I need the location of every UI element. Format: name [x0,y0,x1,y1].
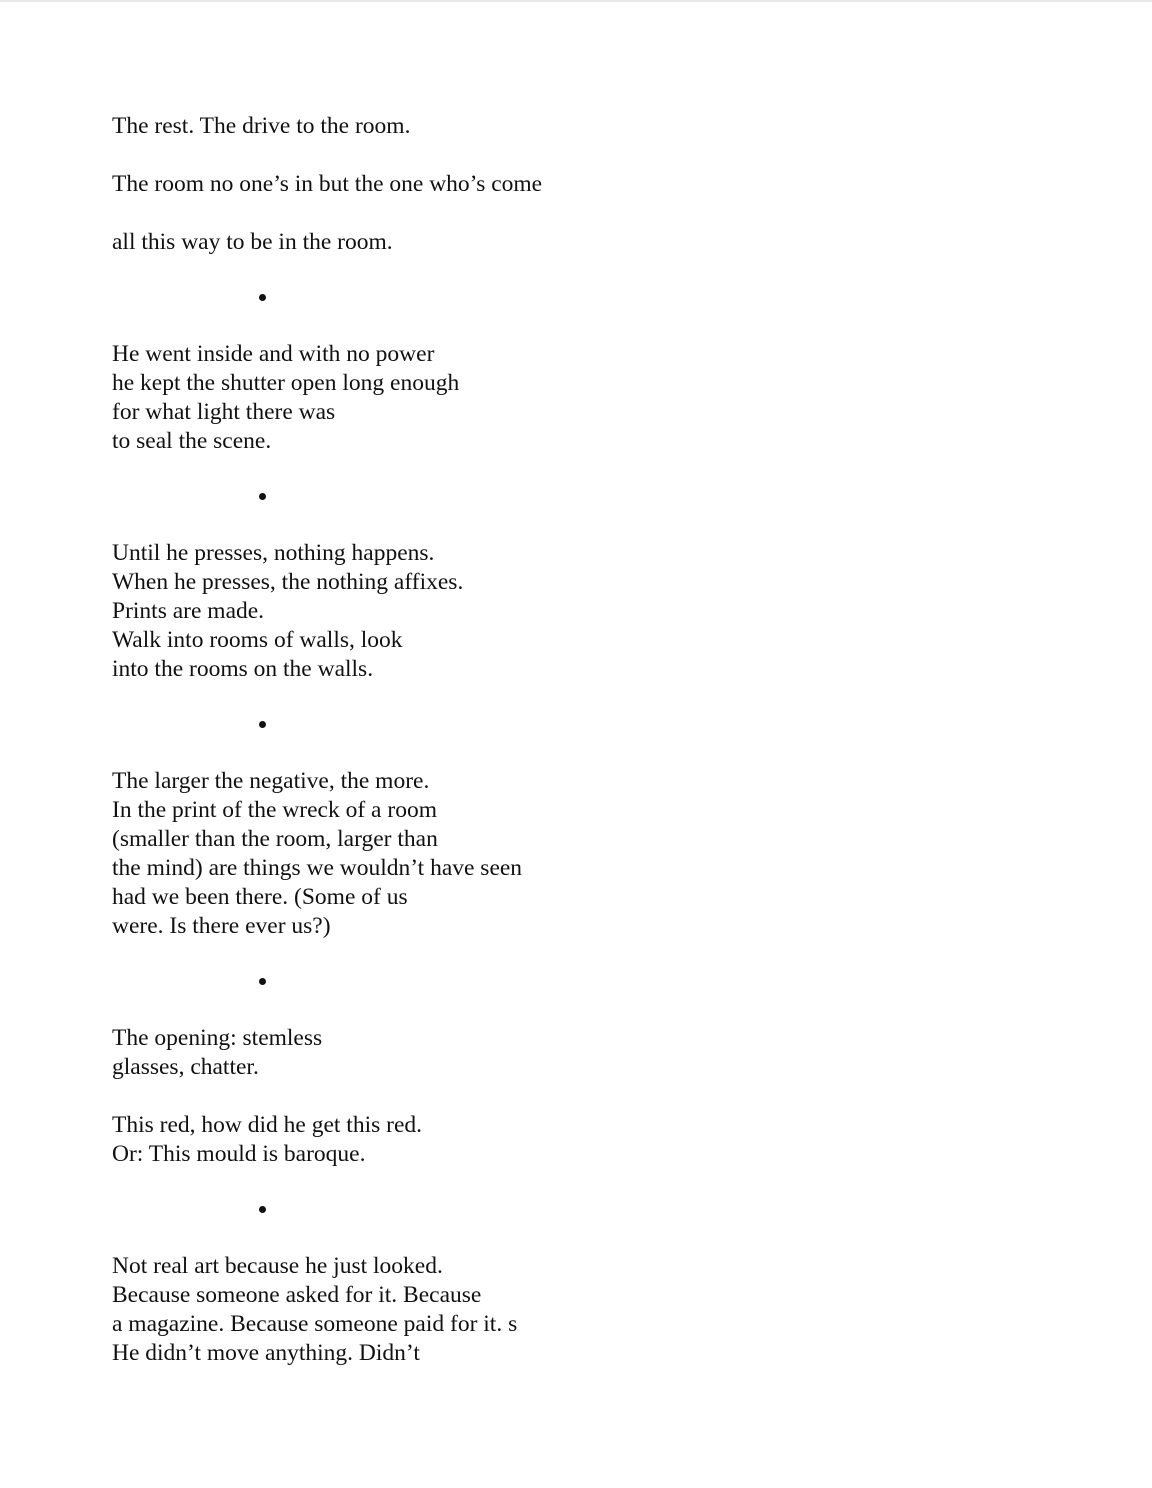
stanza-2 [112,340,1012,456]
poem-line: The opening: stemless [112,1025,323,1051]
poem-line: When he presses, the nothing affixes. [112,569,464,595]
poem-line: He went inside and with no power [112,341,435,367]
poem-line: Until he presses, nothing happens. [112,540,435,566]
poem-line: had we been there. (Some of us [112,884,408,910]
poem-line: The larger the negative, the more. [112,768,430,794]
bullet-dot-icon [259,493,266,500]
bullet-dot-icon [259,1206,266,1213]
page-top-edge [0,0,1152,2]
section-divider [112,967,1012,996]
poem-line: (smaller than the room, larger than [112,826,438,852]
poem-line: all this way to be in the room. [112,229,393,255]
stanza-opening [112,112,1012,257]
poem-line: for what light there was [112,399,336,425]
poem-line: into the rooms on the walls. [112,656,374,682]
poem-line: In the print of the wreck of a room [112,797,437,823]
poem-line: He didn’t move anything. Didn’t [112,1340,420,1366]
poem-line: he kept the shutter open long enough [112,370,460,396]
section-divider [112,1195,1012,1224]
bullet-dot-icon [259,721,266,728]
poem-line: Or: This mould is baroque. [112,1141,366,1167]
poem-line: Not real art because he just looked. [112,1253,443,1279]
poem-line: The rest. The drive to the room. [112,113,411,139]
poem-line: a magazine. Because someone paid for it. s [112,1311,518,1337]
poem-page [112,112,1012,1368]
poem-line: Because someone asked for it. Because [112,1282,482,1308]
poem-line: The room no one’s in but the one who’s come [112,171,543,197]
stanza-4 [112,767,1012,941]
section-divider [112,283,1012,312]
poem-line: the mind) are things we wouldn’t have seen [112,855,523,881]
poem-line: Prints are made. [112,598,265,624]
stanza-6 [112,1252,1012,1368]
section-divider [112,710,1012,739]
poem-line: were. Is there ever us?) [112,913,331,939]
poem-line: to seal the scene. [112,428,272,454]
poem-line: Walk into rooms of walls, look [112,627,403,653]
poem-line: glasses, chatter. [112,1054,259,1080]
stanza-3 [112,539,1012,684]
stanza-5 [112,1024,1012,1169]
bullet-dot-icon [259,978,266,985]
section-divider [112,482,1012,511]
poem-line: This red, how did he get this red. [112,1112,423,1138]
stanza-gap [112,1082,1012,1111]
bullet-dot-icon [259,294,266,301]
